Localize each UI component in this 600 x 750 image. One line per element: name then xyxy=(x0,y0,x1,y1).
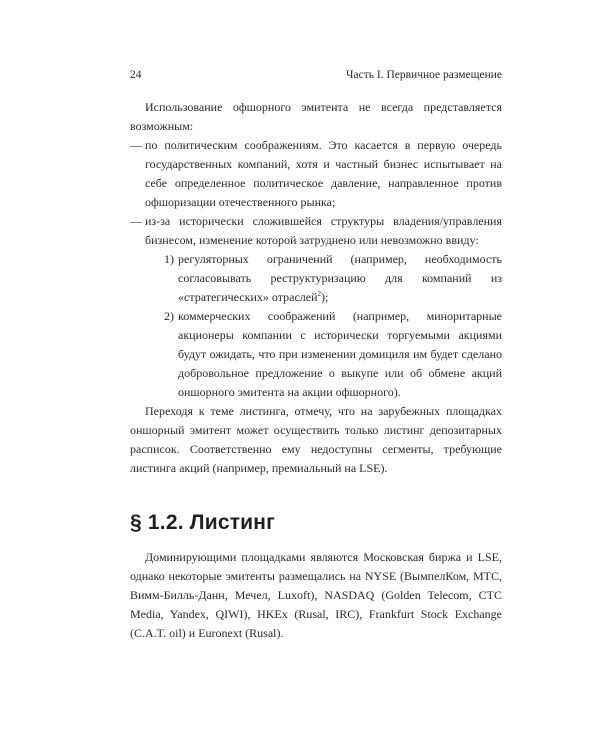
list-item-ownership xyxy=(130,212,502,250)
page-number: 24 xyxy=(130,69,142,81)
list-item-text: из-за исторически сложившейся структуры владения/управления бизнесом, изменение которой затруднено или невозможно ввиду: xyxy=(145,214,502,247)
sub-item-regulatory xyxy=(164,250,502,307)
section-paragraph: Доминирующими площадками являются Московская биржа и LSE, однако некоторые эмитенты размещались на NYSE (ВымпелКом, МТС, Вимм-Билль-Данн, Мечел, Luxoft), NASDAQ (Golden Telecom, СТС Media, Yandex, QIWI), HKEx (Rusal, IRC), Frankfurt Stock Exchange (C.A.T. oil) и Euronext (Rusal). xyxy=(130,550,502,640)
intro-paragraph: Использование офшорного эмитента не всегда представляется возможным: xyxy=(130,100,502,133)
sub-item-text-end: ); xyxy=(321,290,329,304)
sub-item-commercial xyxy=(164,307,502,402)
dash-marker: — xyxy=(130,138,142,152)
footnote-ref: 2 xyxy=(317,290,322,298)
list-item-text: по политическим соображениям. Это касается в первую очередь государственных компаний, хотя и частный бизнес испытывает на себе определенное политическое давление, направленное против офшоризации отечественного рынка; xyxy=(145,138,502,209)
running-title: Часть I. Первичное размещение xyxy=(346,69,502,81)
sub-item-text: коммерческих соображений (например, миноритарные акционеры компании с исторически торгуемыми акциями будут ожидать, что при изменении домициля им будет сделано добровольное предложение о выкупе или об обмене акций оншорного эмитента на акции офшорного). xyxy=(178,309,502,399)
section-heading: § 1.2. Листинг xyxy=(130,511,276,534)
listing-paragraph: Переходя к теме листинга, отмечу, что на зарубежных площадках оншорный эмитент может осуществить только листинг депозитарных расписок. Соответственно ему недоступны сегменты, требующие листинга акций (например, премиальный на LSE). xyxy=(130,404,502,475)
number-marker: 1) xyxy=(164,252,174,266)
sub-item-text: регуляторных ограничений (например, необходимость согласовывать реструктуризацию для компаний из «стратегических» отраслей xyxy=(178,252,502,304)
dash-marker: — xyxy=(130,214,142,228)
running-header xyxy=(130,66,502,84)
list-item-political xyxy=(130,136,502,212)
numbered-sub-list xyxy=(164,250,502,402)
main-text xyxy=(130,98,502,478)
number-marker: 2) xyxy=(164,309,174,323)
section-body xyxy=(130,548,502,643)
